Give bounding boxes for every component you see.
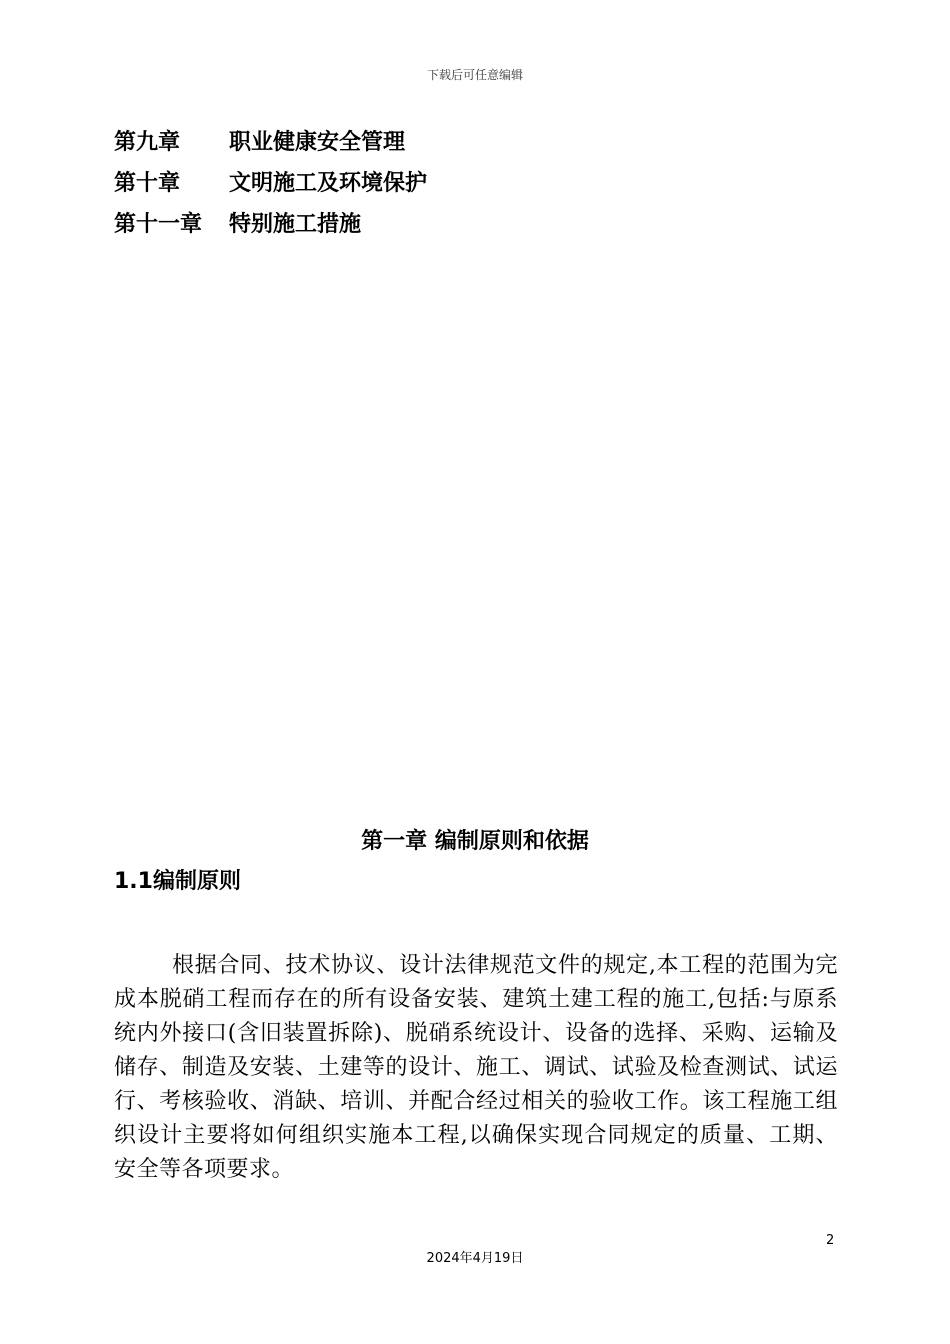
toc-row-chapter-10 <box>114 161 427 202</box>
toc-chapter-title: 职业健康安全管理 <box>229 130 406 155</box>
page-number: 2 <box>826 1233 835 1248</box>
body-paragraph: 根据合同、技术协议、设计法律规范文件的规定,本工程的范围为完成本脱硝工程而存在的所有设备安装、建筑土建工程的施工,包括:与原系统内外接口(含旧装置拆除)、脱硝系统设计、设备的选择、采购、运输及储存、制造及安装、土建等的设计、施工、调试、试验及检查测试、试运行、考核验收、消缺、培训、并配合经过相关的验收工作。该工程施工组织设计主要将如何组织实施本工程,以确保实现合同规定的质量、工期、安全等各项要求。 <box>114 953 838 1182</box>
toc-chapter-title: 文明施工及环境保护 <box>229 171 428 196</box>
table-of-contents <box>114 120 427 243</box>
toc-chapter-number: 第十章 <box>114 171 181 196</box>
chapter-heading: 第一章 编制原则和依据 <box>361 829 589 854</box>
toc-chapter-number: 第十一章 <box>114 212 203 237</box>
toc-row-chapter-11 <box>114 202 427 243</box>
footer-date: 2024年4月19日 <box>426 1251 524 1266</box>
toc-chapter-number: 第九章 <box>114 130 181 155</box>
toc-chapter-title: 特别施工措施 <box>229 212 362 237</box>
header-note: 下载后可任意编辑 <box>426 68 523 82</box>
section-heading: 1.1编制原则 <box>114 869 241 894</box>
toc-row-chapter-9 <box>114 120 427 161</box>
